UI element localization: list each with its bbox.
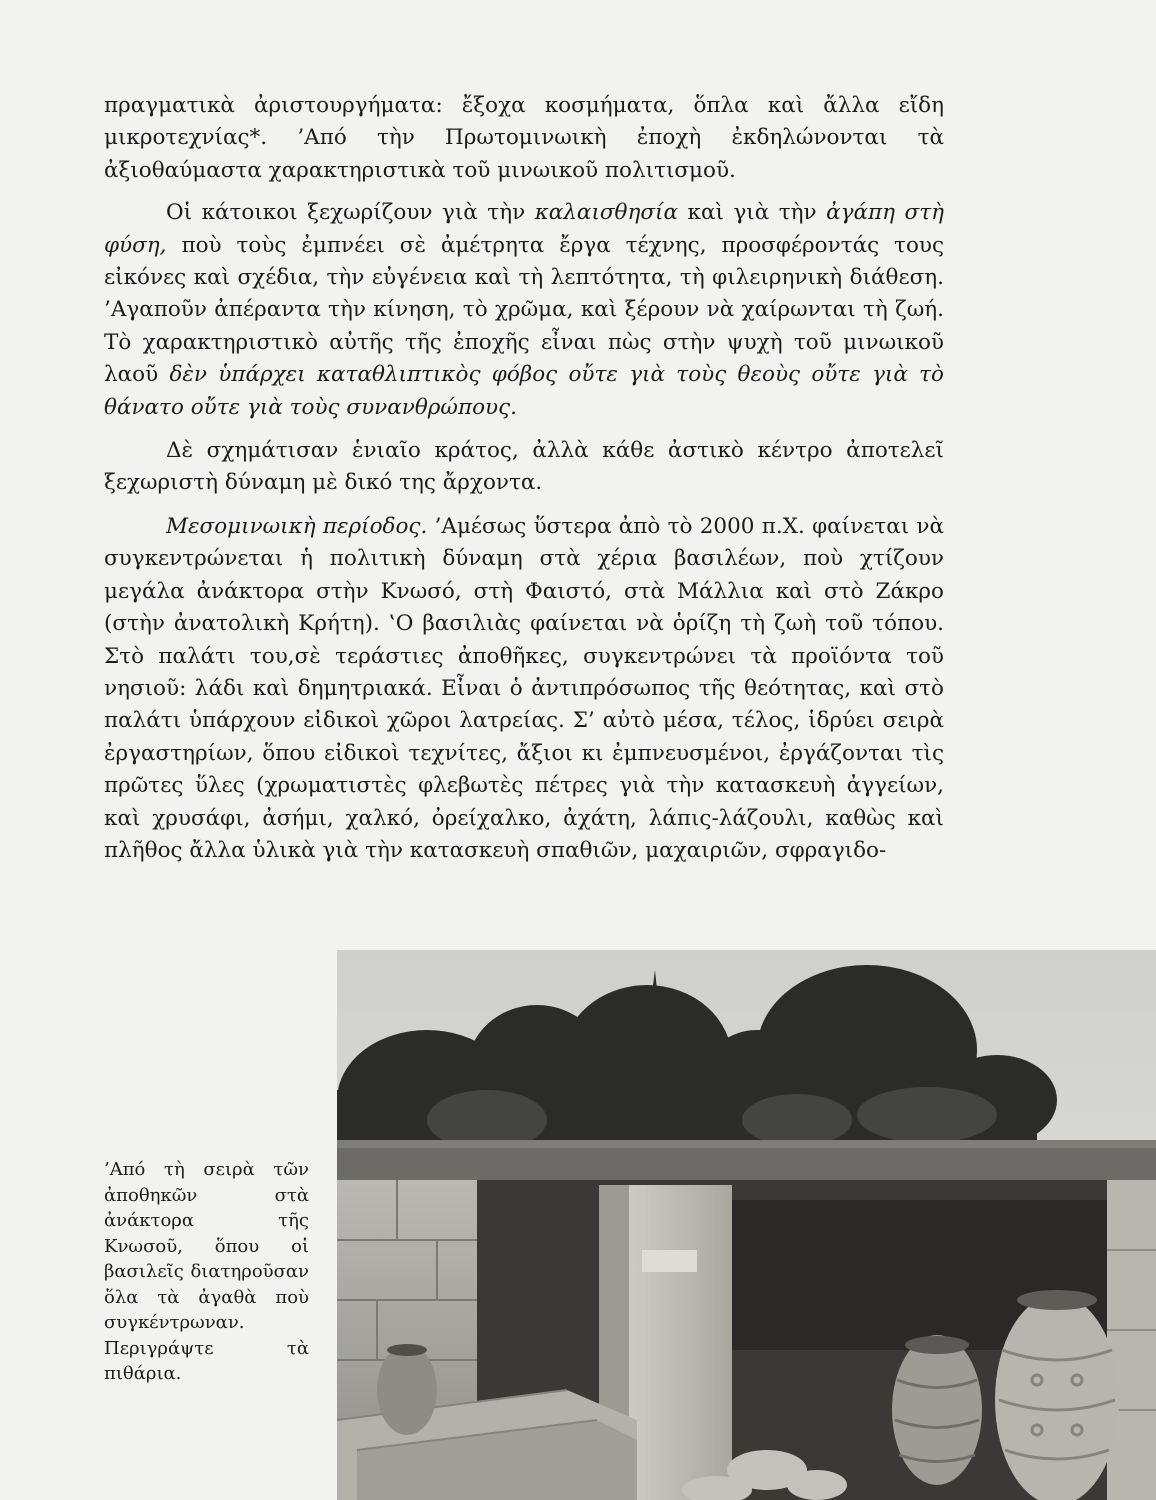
body-text <box>104 90 944 878</box>
paragraph-3: Δὲ σχημάτισαν ἑνιαῖο κράτος, ἀλλὰ κάθε ἀστικὸ κέντρο ἀποτελεῖ ξεχωριστὴ δύναμη μὲ δικό της ἄρχοντα. <box>104 438 944 496</box>
photo-drawing <box>337 950 1156 1500</box>
paragraph-1: πραγματικὰ ἀριστουργήματα: ἔξοχα κοσμήματα, ὅπλα καὶ ἄλλα εἴδη μικροτεχνίας*. ’Από τὴν Πρωτομινωικὴ ἐποχὴ ἐκδηλώνονται τὰ ἀξιοθαύμαστα χαρακτηριστικὰ τοῦ μινωικοῦ πολιτισμοῦ. <box>104 93 944 183</box>
paragraph-2-segment: ποὺ τοὺς ἐμπνέει σὲ ἀμέτρητα ἔργα τέχνης, προσφέροντάς τους εἰκόνες καὶ σχέδια, τὴν εὐγένεια καὶ τὴ λεπτότητα, τὴ φιλειρηνικὴ διάθεση. ’Αγαποῦν ἀπέραντα τὴν κίνηση, τὸ χρῶμα, καὶ ξέρουν νὰ χαίρωνται τὴ ζωή. Τὸ χαρακτηριστικὸ αὐτῆς τῆς ἐποχῆς εἶναι πὼς στὴν ψυχὴ τοῦ μινωικοῦ λαοῦ <box>104 232 944 388</box>
photo-knossos-storerooms <box>337 950 1156 1500</box>
paragraph-2 <box>104 197 944 424</box>
paragraph-2-segment: καὶ γιὰ τὴν <box>678 200 827 226</box>
section-heading-mesominoan: Μεσομινωικὴ περίοδος. <box>166 513 428 539</box>
paragraph-2-emphasis: δὲν ὑπάρχει καταθλιπτικὸς φόβος οὔτε γιὰ τοὺς θεοὺς οὔτε γιὰ τὸ θάνατο οὔτε γιὰ τοὺς συνανθρώπους. <box>104 362 945 420</box>
paragraph-2-emphasis: καλαισθησία <box>534 200 679 226</box>
paragraph-2-segment: Οἱ κάτοικοι ξεχωρίζουν γιὰ τὴν <box>166 200 535 226</box>
paragraph-4 <box>104 511 944 867</box>
paragraph-4-segment: ’Αμέσως ὕστερα ἀπὸ τὸ 2000 π.Χ. φαίνεται νὰ συγκεντρώνεται ἡ πολιτικὴ δύναμη στὰ χέρια βασιλέων, ποὺ χτίζουν μεγάλα ἀνάκτορα στὴν Κνωσό, στὴ Φαιστό, στὰ Μάλλια καὶ στὸ Ζάκρο (στὴν ἀνατολικὴ Κρήτη). ‛Ο βασιλιὰς φαίνεται νὰ ὁρίζη τὴ ζωὴ τοῦ τόπου. Στὸ παλάτι του,σὲ τεράστιες ἀποθῆκες, συγκεντρώνει τὰ προϊόντα τοῦ νησιοῦ: λάδι καὶ δημητριακά. Εἶναι ὁ ἀντιπρόσωπος τῆς θεότητας, καὶ στὸ παλάτι ὑπάρχουν εἰδικοὶ χῶροι λατρείας. Σ’ αὐτὸ μέσα, τέλος, ἱδρύει σειρὰ ἐργαστηρίων, ὅπου εἰδικοὶ τεχνίτες, ἄξιοι κι ἐμπνευσμένοι, ἐργάζονται τὶς πρῶτες ὕλες (χρωματιστὲς φλεβωτὲς πέτρες γιὰ τὴν κατασκευὴ ἀγγείων, καὶ χρυσάφι, ἀσήμι, χαλκό, ὀρείχαλκο, ἀχάτη, λάπις-λάζουλι, καθὼς καὶ πλῆθος ἄλλα ὑλικὰ γιὰ τὴν κατασκευὴ σπαθιῶν, μαχαιριῶν, σφραγιδο- <box>104 513 944 863</box>
photo-caption: ’Από τὴ σειρὰ τῶν ἀποθηκῶν στὰ ἀνάκτορα τῆς Κνωσοῦ, ὅπου οἱ βασιλεῖς διατηροῦσαν ὅλα τὰ ἀγαθὰ ποὺ συγκέντρωναν. Περιγράψτε τὰ πιθάρια. <box>104 1159 309 1384</box>
paragraph-2-emphasis: ἀγάπη στὴ φύση, <box>104 200 944 258</box>
